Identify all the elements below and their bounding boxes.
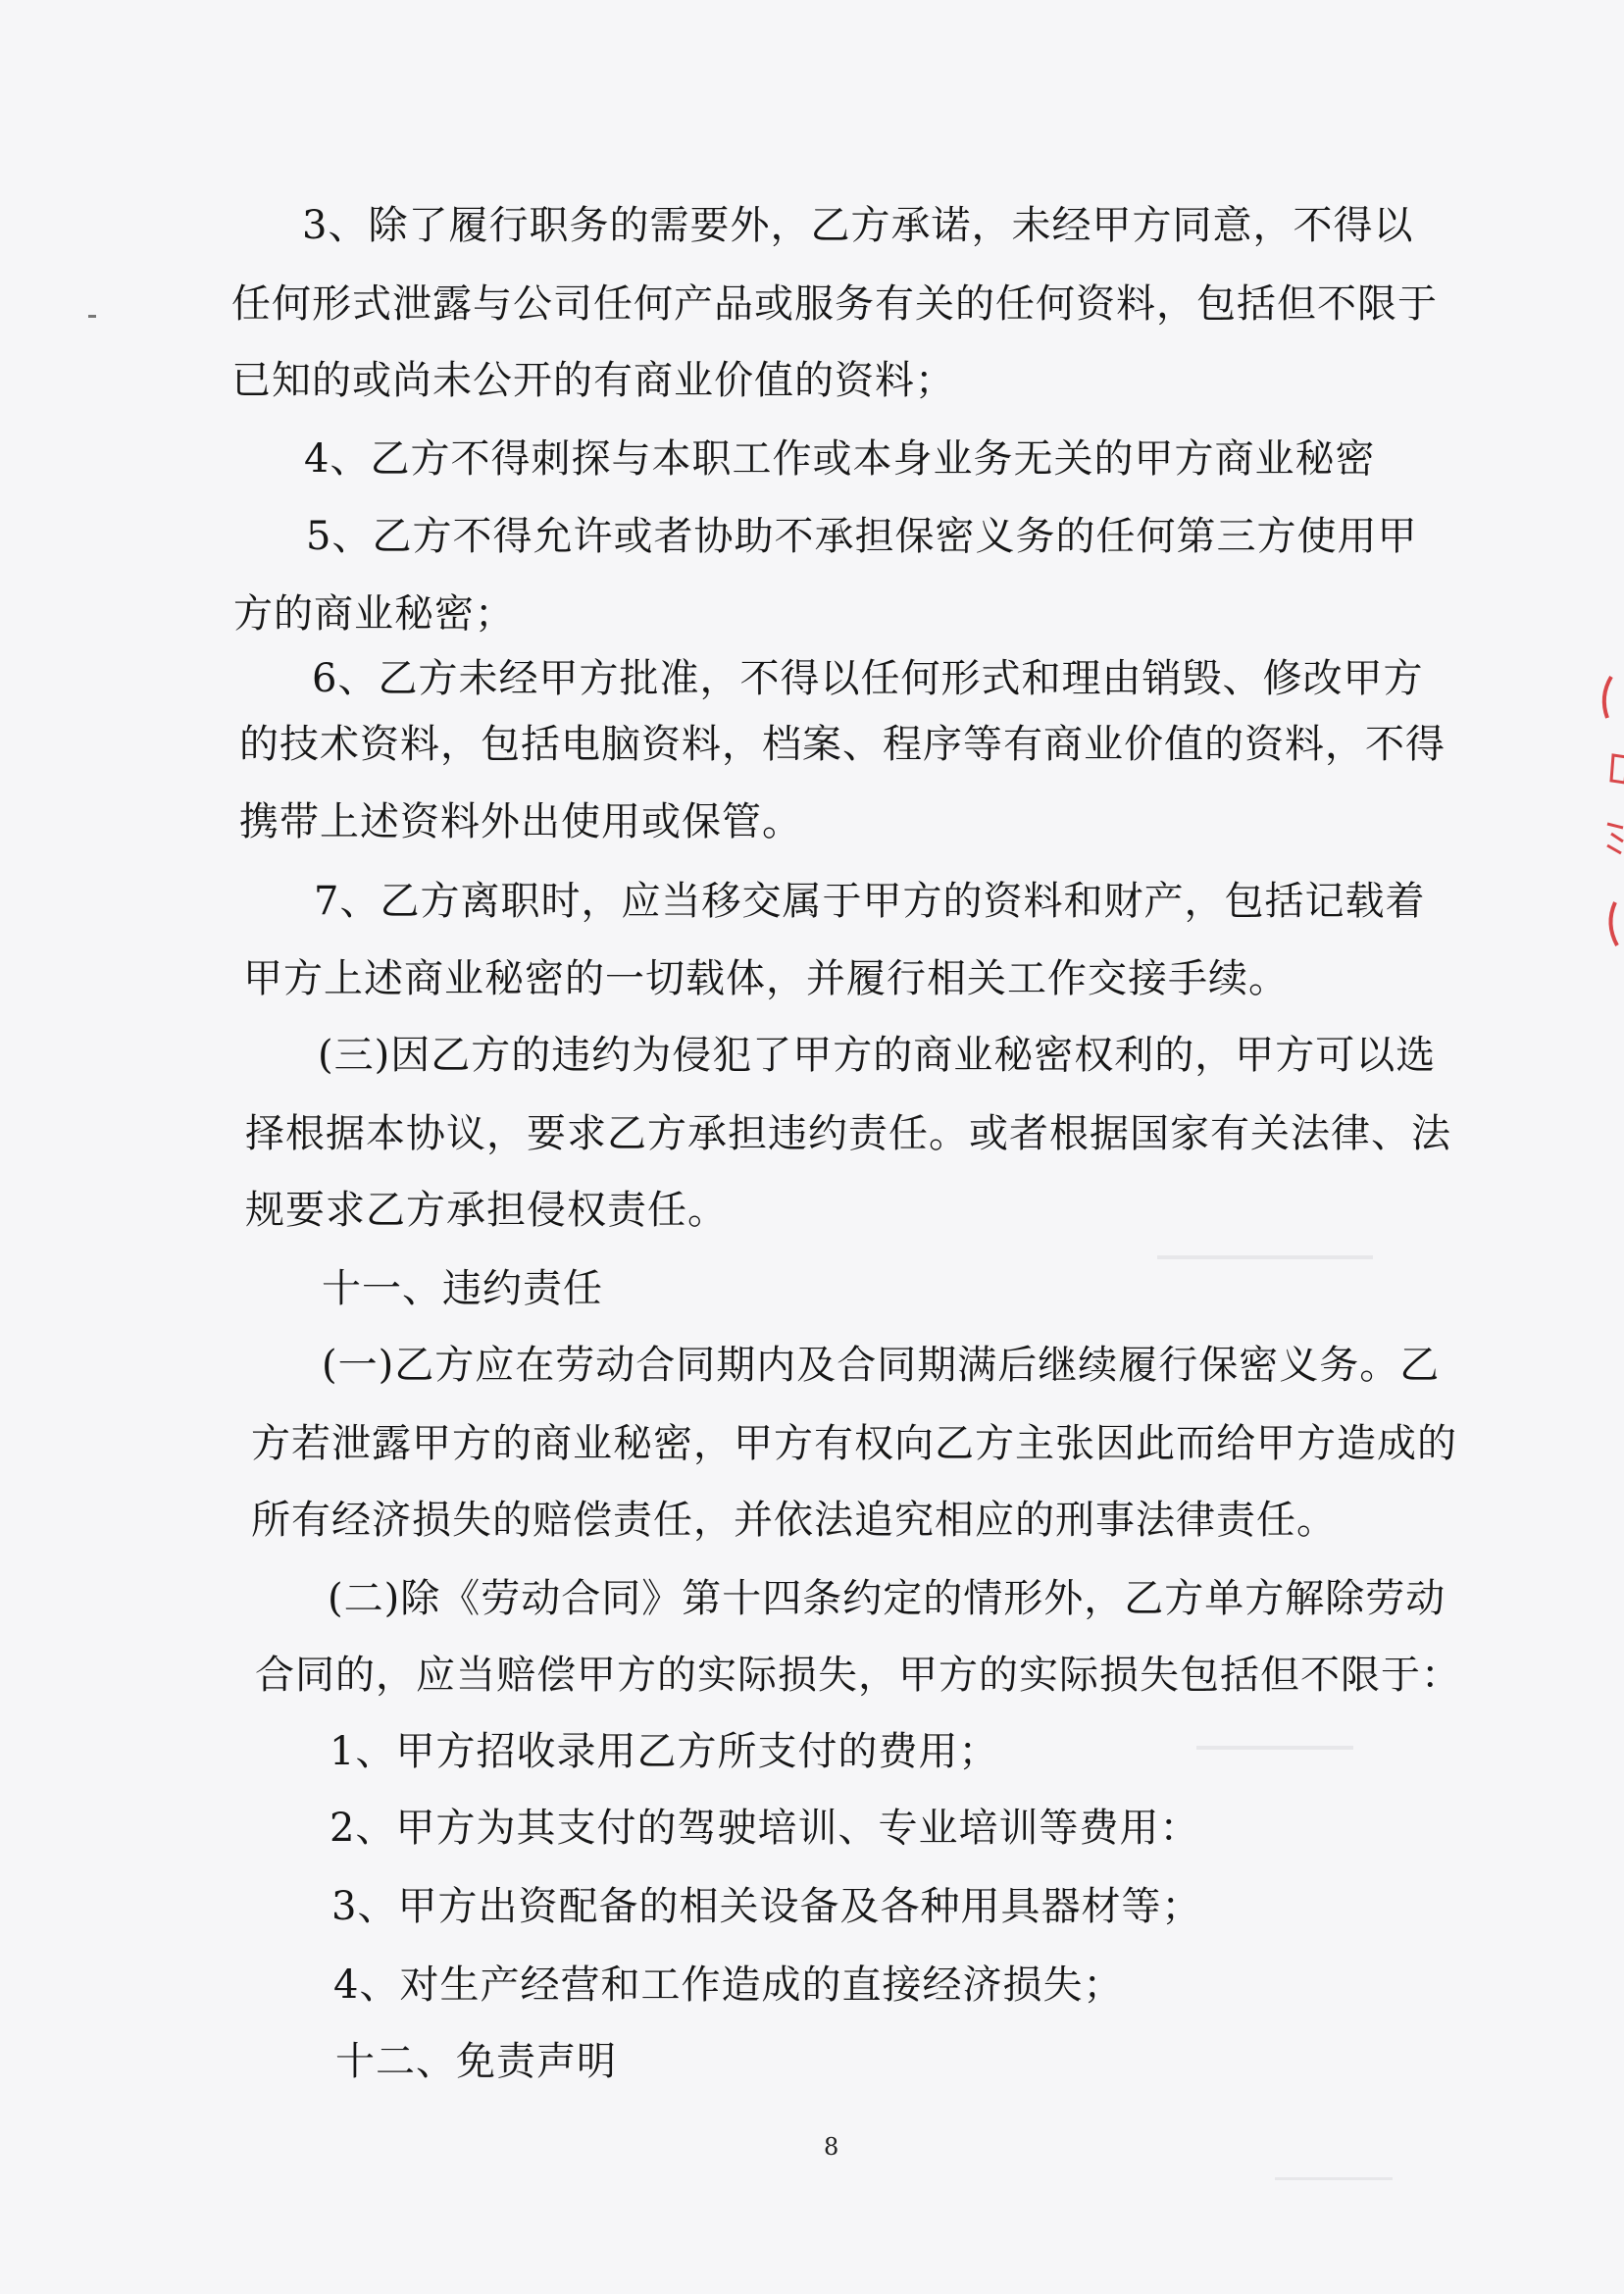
text-line: (三)因乙方的违约为侵犯了甲方的商业秘密权利的，甲方可以选 [318, 1033, 1437, 1078]
text-line: 携带上述资料外出使用或保管。 [239, 799, 802, 844]
text-line: 3、除了履行职务的需要外，乙方承诺，未经甲方同意，不得以 [302, 203, 1414, 248]
scan-artifact [1275, 2177, 1393, 2180]
text-line: 的技术资料，包括电脑资料，档案、程序等有商业价值的资料，不得 [239, 722, 1446, 767]
list-item: 1、甲方招收录用乙方所支付的费用； [330, 1729, 999, 1774]
scan-artifact [1157, 1255, 1373, 1259]
scan-artifact [1196, 1746, 1353, 1750]
list-item: 4、对生产经营和工作造成的直接经济损失； [333, 1963, 1124, 2008]
text-line: 规要求乙方承担侵权责任。 [245, 1188, 728, 1233]
text-line: 5、乙方不得允许或者协助不承担保密义务的任何第三方使用甲 [306, 514, 1418, 559]
scan-artifact [88, 315, 96, 318]
list-item: 3、甲方出资配备的相关设备及各种用具器材等； [331, 1884, 1202, 1929]
section-heading: 十一、违约责任 [322, 1266, 603, 1311]
text-line: (一)乙方应在劳动合同期内及合同期满后继续履行保密义务。乙 [322, 1343, 1441, 1388]
list-item: 2、甲方为其支付的驾驶培训、专业培训等费用： [330, 1806, 1200, 1851]
text-line: 所有经济损失的赔偿责任，并依法追究相应的刑事法律责任。 [251, 1498, 1337, 1543]
text-line: 6、乙方未经甲方批准，不得以任何形式和理由销毁、修改甲方 [312, 656, 1424, 701]
text-line: 方的商业秘密； [233, 591, 515, 637]
text-line: 4、乙方不得刺探与本职工作或本身业务无关的甲方商业秘密 [304, 436, 1376, 482]
text-line: 任何形式泄露与公司任何产品或服务有关的任何资料，包括但不限于 [231, 281, 1438, 327]
page-number: 8 [824, 2133, 839, 2161]
text-line: 方若泄露甲方的商业秘密，甲方有权向乙方主张因此而给甲方造成的 [251, 1421, 1457, 1466]
text-line: 甲方上述商业秘密的一切载体，并履行相关工作交接手续。 [243, 956, 1289, 1001]
text-line: 已知的或尚未公开的有商业价值的资料； [231, 358, 955, 403]
text-line: 合同的，应当赔偿甲方的实际损失，甲方的实际损失包括但不限于： [255, 1653, 1461, 1698]
text-line: 择根据本协议，要求乙方承担违约责任。或者根据国家有关法律、法 [245, 1111, 1451, 1156]
section-heading: 十二、免责声明 [335, 2039, 617, 2084]
text-line: 7、乙方离职时，应当移交属于甲方的资料和财产，包括记载着 [314, 879, 1426, 924]
seal-fragment-icon [1594, 667, 1624, 961]
text-line: (二)除《劳动合同》第十四条约定的情形外，乙方单方解除劳动 [328, 1576, 1446, 1621]
